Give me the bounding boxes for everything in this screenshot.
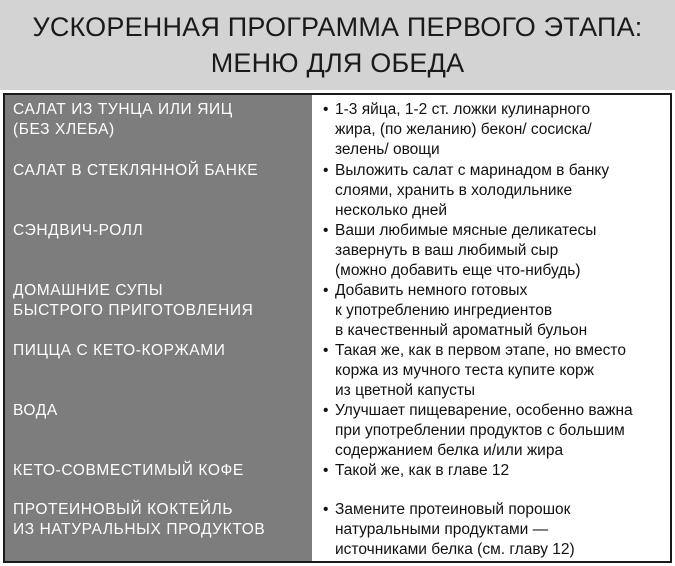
desc-line: жира, (по желанию) бекон/ сосиска/ bbox=[335, 121, 592, 138]
desc-line: Ваши любимые мясные деликатесы bbox=[335, 222, 597, 239]
page-title-line-2: МЕНЮ ДЛЯ ОБЕДА bbox=[210, 48, 465, 78]
desc-line: завернуть в ваш любимый сыр bbox=[335, 242, 559, 259]
desc-line: Замените протеиновый порошок bbox=[335, 501, 571, 518]
menu-item-description bbox=[335, 461, 670, 481]
item-line: ИЗ НАТУРАЛЬНЫХ ПРОДУКТОВ bbox=[13, 521, 266, 538]
menu-item-description bbox=[335, 281, 670, 341]
desc-line: несколько дней bbox=[335, 202, 448, 219]
item-line: БЫСТРОГО ПРИГОТОВЛЕНИЯ bbox=[13, 302, 254, 319]
bullet-icon: • bbox=[323, 501, 329, 518]
desc-line: натуральными продуктами — bbox=[335, 521, 549, 538]
desc-line: из цветной капусты bbox=[335, 382, 476, 399]
title-band bbox=[0, 0, 675, 90]
desc-line: Улучшает пищеварение, особенно важна bbox=[335, 402, 633, 419]
desc-line: зелень/ овощи bbox=[335, 141, 440, 158]
desc-line: Такая же, как в первом этапе, но вместо bbox=[335, 342, 626, 359]
desc-line: источниками белка (см. главу 12) bbox=[335, 541, 575, 558]
menu-item-name bbox=[13, 221, 308, 241]
desc-line: содержанием белка и/или жира bbox=[335, 442, 564, 459]
menu-item-description bbox=[335, 161, 670, 221]
bullet-icon: • bbox=[323, 402, 329, 419]
item-line: ДОМАШНИЕ СУПЫ bbox=[13, 282, 164, 299]
desc-line: при употреблении продуктов с большим bbox=[335, 422, 625, 439]
bullet-icon: • bbox=[323, 222, 329, 239]
menu-item-description bbox=[335, 401, 670, 461]
menu-item-name bbox=[13, 341, 308, 361]
item-line: ВОДА bbox=[13, 402, 58, 419]
desc-line: слоями, хранить в холодильнике bbox=[335, 182, 573, 199]
desc-line: (можно добавить еще что-нибудь) bbox=[335, 262, 581, 279]
bullet-icon: • bbox=[323, 101, 329, 118]
desc-line: в качественный ароматный бульон bbox=[335, 322, 588, 339]
item-line: СЭНДВИЧ-РОЛЛ bbox=[13, 222, 144, 239]
bullet-icon: • bbox=[323, 342, 329, 359]
item-line: САЛАТ В СТЕКЛЯННОЙ БАНКЕ bbox=[13, 162, 259, 179]
menu-item-name bbox=[13, 100, 308, 140]
desc-line: Такой же, как в главе 12 bbox=[335, 462, 510, 479]
menu-item-description bbox=[335, 221, 670, 281]
item-line: САЛАТ ИЗ ТУНЦА ИЛИ ЯИЦ bbox=[13, 101, 233, 118]
desc-line: к употреблению ингредиентов bbox=[335, 302, 553, 319]
desc-line: Выложить салат с маринадом в банку bbox=[335, 162, 610, 179]
bullet-icon: • bbox=[323, 162, 329, 179]
desc-line: Добавить немного готовых bbox=[335, 282, 528, 299]
menu-item-name bbox=[13, 500, 308, 540]
item-line: (БЕЗ ХЛЕБА) bbox=[13, 121, 115, 138]
menu-item-name bbox=[13, 401, 308, 421]
menu-item-description bbox=[335, 341, 670, 401]
menu-item-description bbox=[335, 100, 670, 160]
menu-item-description bbox=[335, 500, 670, 560]
item-line: ПИЦЦА С КЕТО-КОРЖАМИ bbox=[13, 342, 226, 359]
menu-table bbox=[3, 93, 672, 563]
item-line: ПРОТЕИНОВЫЙ КОКТЕЙЛЬ bbox=[13, 501, 234, 518]
menu-item-name bbox=[13, 281, 308, 321]
desc-line: 1-3 яйца, 1-2 ст. ложки кулинарного bbox=[335, 101, 591, 118]
desc-line: коржа из мучного теста купите корж bbox=[335, 362, 594, 379]
bullet-icon: • bbox=[323, 282, 329, 299]
menu-item-name bbox=[13, 161, 308, 181]
bullet-icon: • bbox=[323, 462, 329, 479]
item-line: КЕТО-СОВМЕСТИМЫЙ КОФЕ bbox=[13, 462, 244, 479]
page-title-line-1: УСКОРЕННАЯ ПРОГРАММА ПЕРВОГО ЭТАПА: bbox=[32, 12, 643, 42]
menu-item-name bbox=[13, 461, 308, 481]
